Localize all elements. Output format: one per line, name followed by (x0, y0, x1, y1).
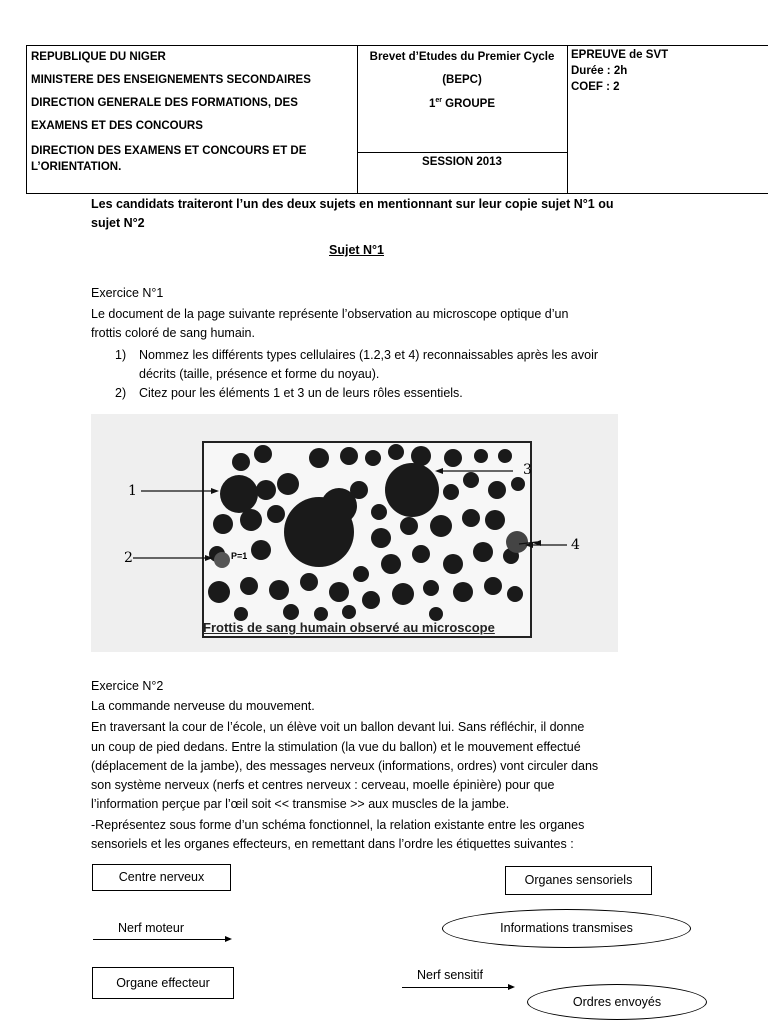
exam-subject: EPREUVE de SVT (571, 49, 669, 61)
exercise-1-intro: Le document de la page suivante représente l’observation au microscope optique d’un (91, 307, 569, 321)
question-2: Citez pour les éléments 1 et 3 un de leurs rôles essentiels. (139, 386, 463, 400)
exam-abbr: (BEPC) (442, 74, 482, 86)
label-informations-transmises: Informations transmises (442, 909, 691, 948)
figure-label-1: 1 (128, 483, 137, 499)
subject-title: Sujet N°1 (329, 243, 385, 257)
instructions-line: sujet N°2 (91, 216, 145, 230)
label-centre-nerveux: Centre nerveux (92, 864, 231, 891)
figure-label-4: 4 (571, 537, 580, 553)
exercise-2-body: un coup de pied dedans. Entre la stimulation (la vue du ballon) et le mouvement effectué (91, 740, 581, 754)
exam-session: SESSION 2013 (422, 156, 502, 168)
header-left-line: DIRECTION DES EXAMENS ET CONCOURS ET DE (31, 145, 307, 157)
exercise-2-body: sensoriels et les organes effecteurs, en remettant dans l’ordre les étiquettes suivantes : (91, 837, 574, 851)
question-number: 2) (115, 386, 127, 400)
header-left-line: MINISTERE DES ENSEIGNEMENTS SECONDAIRES (31, 74, 311, 86)
arrow-nerf-sensitif (402, 987, 513, 988)
header-left-line: EXAMENS ET DES CONCOURS (31, 120, 203, 132)
exercise-2-subtitle: La commande nerveuse du mouvement. (91, 699, 315, 713)
header-middle-cell (357, 46, 568, 193)
header-left-line: DIRECTION GENERALE DES FORMATIONS, DES (31, 97, 298, 109)
arrow-nerf-moteur (93, 939, 230, 940)
label-nerf-sensitif: Nerf sensitif (417, 968, 483, 982)
instructions-line: Les candidats traiteront l’un des deux sujets en mentionnant sur leur copie sujet N°1 ou (91, 197, 614, 211)
header-left-line: L’ORIENTATION. (31, 161, 122, 173)
exam-coef: COEF : 2 (571, 81, 620, 93)
header-left-cell (27, 46, 358, 193)
question-1: décrits (taille, présence et forme du noyau). (139, 367, 380, 381)
figure-scale: P=1 (231, 551, 248, 561)
figure-caption: Frottis de sang humain observé au microscope (203, 620, 495, 635)
exercise-1-intro: frottis coloré de sang humain. (91, 326, 255, 340)
exercise-2-body: l’information perçue par l’œil soit << transmise >> aux muscles de la jambe. (91, 797, 510, 811)
exercise-2-body: son système nerveux (nerfs et centres nerveux : cerveau, moelle épinière) pour que (91, 778, 555, 792)
label-ordres-envoyes: Ordres envoyés (527, 984, 707, 1020)
exercise-2-body: En traversant la cour de l’école, un élève voit un ballon devant lui. Sans réfléchir, il donne (91, 720, 585, 734)
label-organe-effecteur: Organe effecteur (92, 967, 234, 999)
exercise-2-body: -Représentez sous forme d’un schéma fonctionnel, la relation existante entre les organes (91, 818, 585, 832)
label-nerf-moteur: Nerf moteur (118, 921, 184, 935)
exercise-2-title: Exercice N°2 (91, 679, 164, 693)
header-left-line: REPUBLIQUE DU NIGER (31, 51, 166, 63)
exercise-2-body: (déplacement de la jambe), des messages nerveux (informations, ordres) vont circuler dans (91, 759, 599, 773)
question-1: Nommez les différents types cellulaires (1.2,3 et 4) reconnaissables après les avoir (139, 348, 599, 362)
exam-duration: Durée : 2h (571, 65, 628, 77)
exam-name: Brevet d’Etudes du Premier Cycle (369, 51, 555, 63)
exam-group: 1er GROUPE (428, 97, 496, 110)
header-right-cell (567, 46, 768, 193)
question-number: 1) (115, 348, 127, 362)
exercise-1-title: Exercice N°1 (91, 286, 164, 300)
header-table (26, 45, 768, 194)
blood-smear-photo (91, 414, 618, 652)
figure-label-2: 2 (124, 550, 133, 566)
figure-label-3: 3 (523, 462, 532, 478)
label-organes-sensoriels: Organes sensoriels (505, 866, 652, 895)
